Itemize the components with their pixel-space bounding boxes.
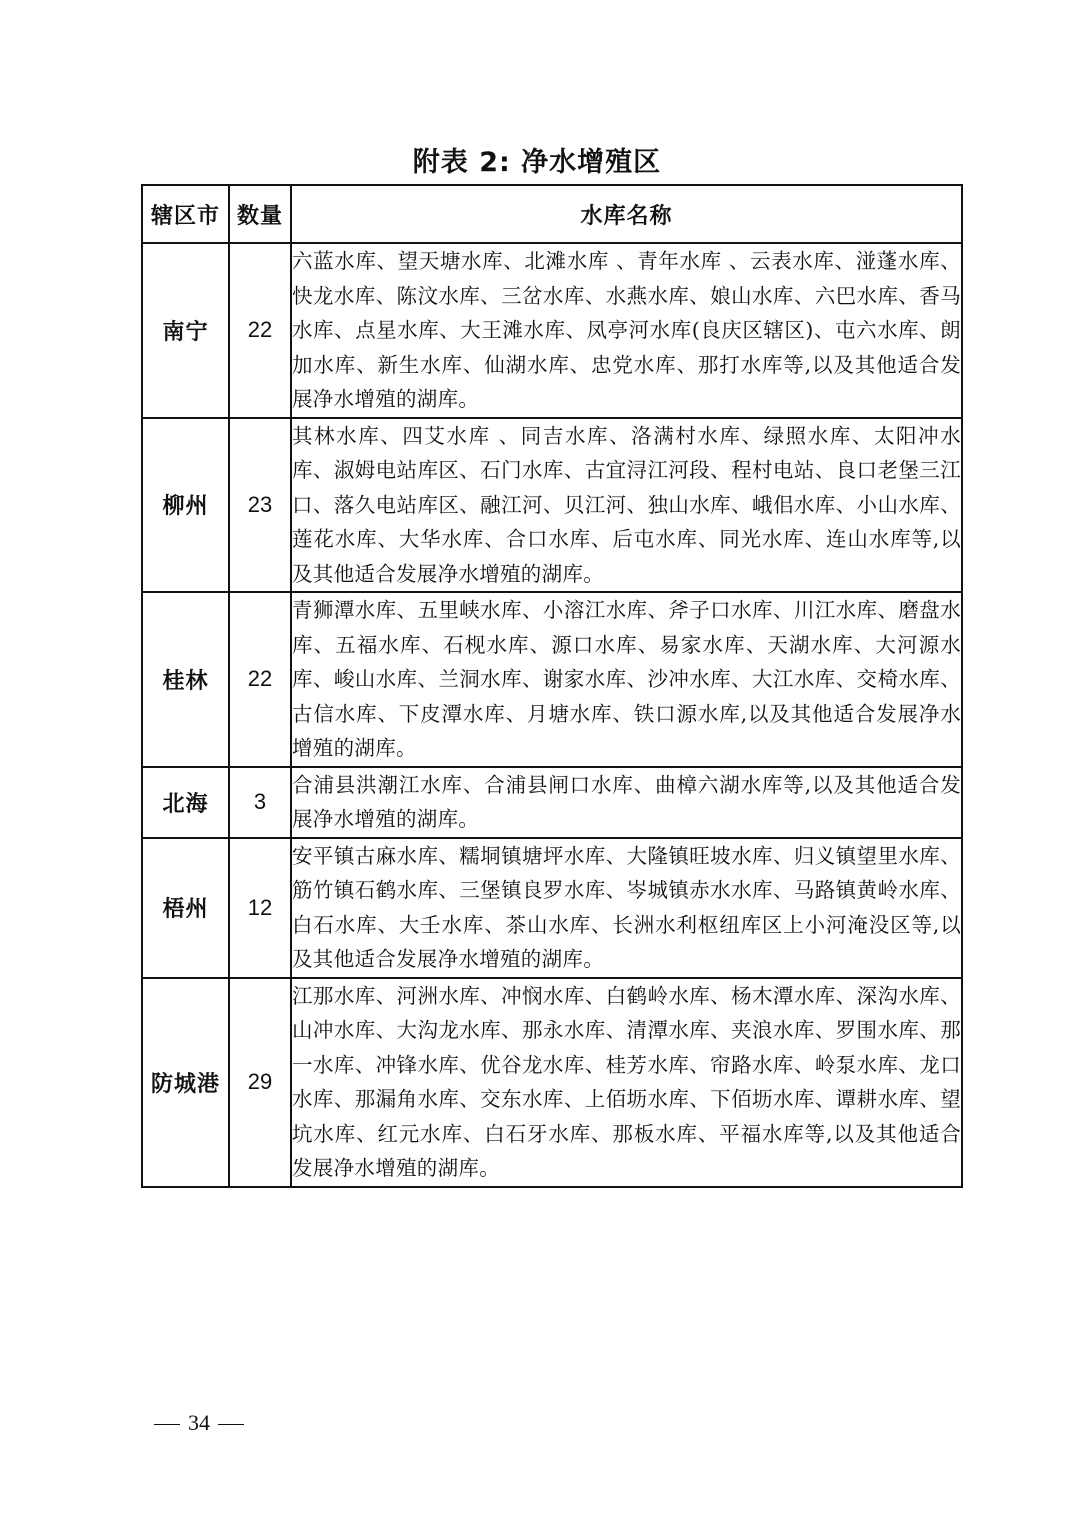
reservoir-names-cell: 合浦县洪潮江水库、合浦县闸口水库、曲樟六湖水库等,以及其他适合发展净水增殖的湖库。 xyxy=(291,767,962,838)
table-row xyxy=(142,592,962,767)
reservoir-names-cell: 安平镇古麻水库、糯垌镇塘坪水库、大隆镇旺坡水库、归义镇望里水库、筋竹镇石鹤水库、三堡镇良罗水库、岑城镇赤水水库、马路镇黄岭水库、白石水库、大壬水库、茶山水库、长洲水利枢纽库区上小河淹没区等,以及其他适合发展净水增殖的湖库。 xyxy=(291,838,962,978)
count-cell: 29 xyxy=(229,978,291,1187)
column-header-names: 水库名称 xyxy=(291,185,962,243)
page-title: 附表 2: 净水增殖区 xyxy=(412,147,662,178)
table-row xyxy=(142,418,962,593)
reservoir-names-cell: 其林水库、四艾水库 、同吉水库、洛满村水库、绿照水库、太阳冲水库、淑姆电站库区、石门水库、古宜浔江河段、程村电站、良口老堡三江口、落久电站库区、融江河、贝江河、独山水库、峨佀水库、小山水库、莲花水库、大华水库、合口水库、后屯水库、同光水库、连山水库等,以及其他适合发展净水增殖的湖库。 xyxy=(291,418,962,593)
column-header-city: 辖区市 xyxy=(142,185,229,243)
count-cell: 22 xyxy=(229,243,291,418)
page-footer xyxy=(146,1408,252,1438)
reservoir-names-cell: 六蓝水库、望天塘水库、北滩水库 、青年水库 、云表水库、湴蓬水库、快龙水库、陈汶水库、三岔水库、水燕水库、娘山水库、六巴水库、香马水库、点星水库、大王滩水库、凤亭河水库(良庆区辖区)、屯六水库、朗加水库、新生水库、仙湖水库、忠党水库、那打水库等,以及其他适合发展净水增殖的湖库。 xyxy=(291,243,962,418)
reservoir-names-cell: 江那水库、河洲水库、冲悯水库、白鹤岭水库、杨木潭水库、深沟水库、山冲水库、大沟龙水库、那永水库、清潭水库、夹浪水库、罗围水库、那一水库、冲锋水库、优谷龙水库、桂芳水库、帘路水库、岭泵水库、龙口水库、那漏角水库、交东水库、上佰坜水库、下佰坜水库、谭耕水库、望坑水库、红元水库、白石牙水库、那板水库、平福水库等,以及其他适合发展净水增殖的湖库。 xyxy=(291,978,962,1187)
page-number: 34 xyxy=(188,1410,210,1435)
city-cell: 北海 xyxy=(142,767,229,838)
footer-dash-left xyxy=(154,1424,180,1425)
table-row xyxy=(142,243,962,418)
count-cell: 12 xyxy=(229,838,291,978)
count-cell: 3 xyxy=(229,767,291,838)
table-row xyxy=(142,838,962,978)
count-cell: 22 xyxy=(229,592,291,767)
city-cell: 防城港 xyxy=(142,978,229,1187)
reservoir-names-cell: 青狮潭水库、五里峡水库、小溶江水库、斧子口水库、川江水库、磨盘水库、五福水库、石枧水库、源口水库、易家水库、天湖水库、大河源水库、峻山水库、兰洞水库、谢家水库、沙冲水库、大江水库、交椅水库、古信水库、下皮潭水库、月塘水库、铁口源水库,以及其他适合发展净水增殖的湖库。 xyxy=(291,592,962,767)
table-row xyxy=(142,767,962,838)
city-cell: 梧州 xyxy=(142,838,229,978)
city-cell: 南宁 xyxy=(142,243,229,418)
city-cell: 桂林 xyxy=(142,592,229,767)
count-cell: 23 xyxy=(229,418,291,593)
city-cell: 柳州 xyxy=(142,418,229,593)
table-row xyxy=(142,978,962,1187)
column-header-count: 数量 xyxy=(229,185,291,243)
table-header-row xyxy=(142,185,962,243)
footer-dash-right xyxy=(218,1424,244,1425)
reservoir-table xyxy=(141,184,963,1188)
